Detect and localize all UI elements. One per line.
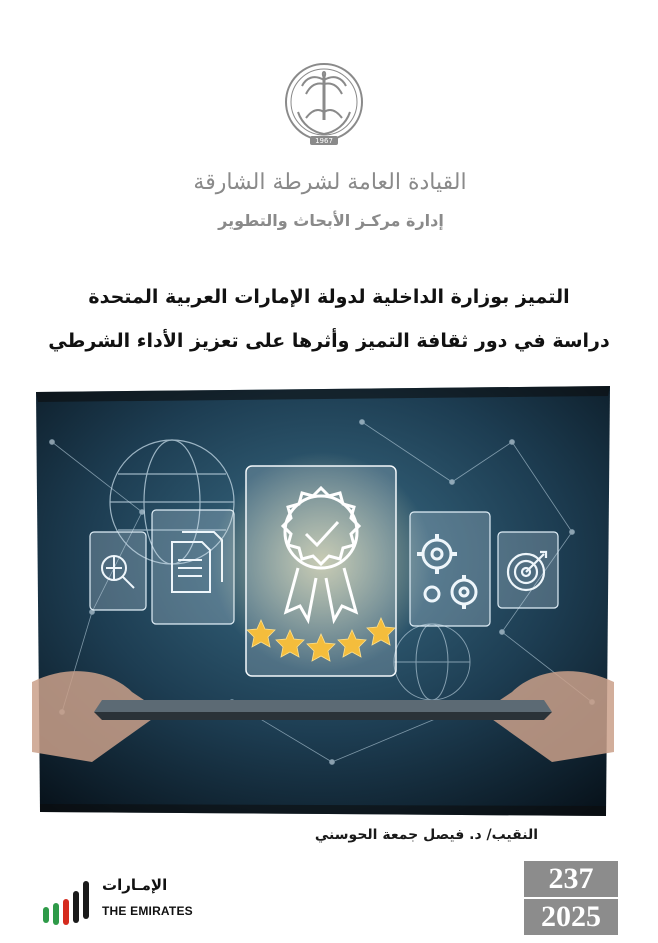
the-emirates-logo [40,876,200,928]
publication-year: 2025 [524,899,618,935]
logo-arabic-text: الإمـارات [102,876,168,894]
author-name: النقيب/ د. فيصل جمعة الحوسني [314,827,538,843]
title-line-2: دراسة في دور ثقافة التميز وأثرها على تعزيز الأداء الشرطي [48,330,610,352]
logo-english-text: THE EMIRATES [102,904,193,918]
department-name: إدارة مركـز الأبحاث والتطوير [218,211,444,230]
organization-name: القيادة العامة لشرطة الشارقة [193,170,467,195]
issue-number: 237 [524,861,618,897]
emblem-year: 1967 [315,137,333,145]
emirates-flag-marks-icon [40,876,100,928]
cover-photo-excellence-icon [32,382,614,820]
sharjah-police-emblem-icon [284,60,364,156]
title-line-1: التميز بوزارة الداخلية لدولة الإمارات العربية المتحدة [88,286,570,308]
